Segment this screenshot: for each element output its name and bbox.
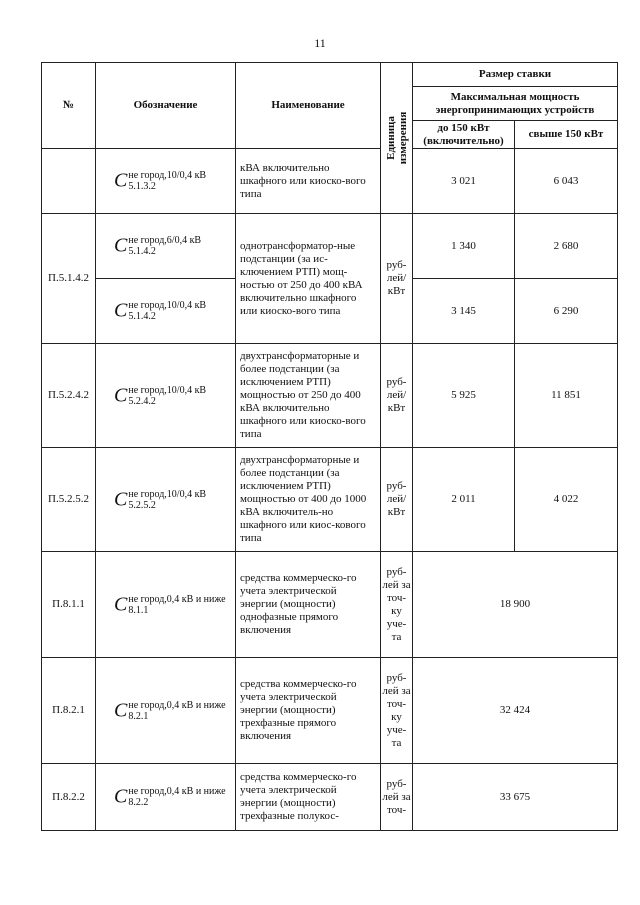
name-cell: средства коммерческо-го учета электрической энергии (мощности) трехфазные полукос-: [236, 764, 381, 831]
page-number: 11: [314, 36, 326, 50]
table-row: [42, 552, 618, 658]
designation-cell: C не город,10/0,4 кВ 5.2.5.2: [96, 448, 236, 552]
designation-cell: C не город,10/0,4 кВ 5.1.4.2: [96, 279, 236, 344]
value-over-150: 2 680: [515, 214, 618, 279]
row-number: П.8.2.2: [42, 764, 96, 831]
unit-cell: руб-лей/кВт: [381, 344, 413, 448]
name-cell: двухтрансформаторные и более подстанции (за исключением РТП) мощностью от 400 до 1000 кВА включитель-но шкафного или киос-кового типа: [236, 448, 381, 552]
table-row: [42, 149, 618, 214]
unit-cell: руб-лей за точ-: [381, 764, 413, 831]
value-up-to-150: 5 925: [413, 344, 515, 448]
unit-cell: руб-лей за точ-ку уче-та: [381, 552, 413, 658]
designation-cell: C не город,6/0,4 кВ 5.1.4.2: [96, 214, 236, 279]
name-cell: средства коммерческо-го учета электрической энергии (мощности) трехфазные прямого включения: [236, 658, 381, 764]
value-up-to-150: 1 340: [413, 214, 515, 279]
unit-cell: руб-лей/кВт: [381, 214, 413, 344]
table-row: [42, 658, 618, 764]
designation-cell: C не город,0,4 кВ и ниже 8.1.1: [96, 552, 236, 658]
row-number: П.8.1.1: [42, 552, 96, 658]
designation-cell: C не город,0,4 кВ и ниже 8.2.1: [96, 658, 236, 764]
value-over-150: 11 851: [515, 344, 618, 448]
row-number: П.5.2.5.2: [42, 448, 96, 552]
value-cell: 32 424: [413, 658, 618, 764]
table-row: [42, 448, 618, 552]
row-number: П.5.2.4.2: [42, 344, 96, 448]
name-cell: однотрансформатор-ные подстанции (за ис-ключением РТП) мощ-ностью от 250 до 400 кВА включительно шкафного или киоско-вого типа: [236, 214, 381, 344]
header-name: Наименование: [236, 63, 381, 149]
header-designation: Обозначение: [96, 63, 236, 149]
value-over-150: 6 043: [515, 149, 618, 214]
name-cell: кВА включительно шкафного или киоско-вого типа: [236, 149, 381, 214]
header-max-power: Максимальная мощность энергопринимающих устройств: [413, 87, 618, 121]
value-cell: 18 900: [413, 552, 618, 658]
table-row: [42, 344, 618, 448]
value-up-to-150: 2 011: [413, 448, 515, 552]
value-up-to-150: 3 021: [413, 149, 515, 214]
designation-cell: C не город,0,4 кВ и ниже 8.2.2: [96, 764, 236, 831]
row-number: П.8.2.1: [42, 658, 96, 764]
unit-cell: руб-лей/кВт: [381, 448, 413, 552]
name-cell: средства коммерческо-го учета электрической энергии (мощности) однофазные прямого включения: [236, 552, 381, 658]
header-unit: [381, 63, 413, 214]
header-unit-line1: Единица: [384, 116, 397, 160]
designation-cell: C не город,10/0,4 кВ 5.2.4.2: [96, 344, 236, 448]
header-over-150: свыше 150 кВт: [515, 121, 618, 149]
designation-cell: C не город,10/0,4 кВ 5.1.3.2: [96, 149, 236, 214]
table-row: [42, 764, 618, 831]
header-unit-line2: измерения: [396, 111, 409, 165]
unit-cell: руб-лей за точ-ку уче-та: [381, 658, 413, 764]
table-row: [42, 214, 618, 279]
value-cell: 33 675: [413, 764, 618, 831]
tariff-table: [41, 62, 618, 831]
value-over-150: 6 290: [515, 279, 618, 344]
row-number: П.5.1.4.2: [42, 214, 96, 344]
header-rate-size: Размер ставки: [413, 63, 618, 87]
name-cell: двухтрансформаторные и более подстанции (за исключением РТП) мощностью от 250 до 400 кВА включительно шкафного или киоско-вого типа: [236, 344, 381, 448]
value-up-to-150: 3 145: [413, 279, 515, 344]
header-num: №: [42, 63, 96, 149]
value-over-150: 4 022: [515, 448, 618, 552]
header-up-to-150: до 150 кВт (включительно): [413, 121, 515, 149]
